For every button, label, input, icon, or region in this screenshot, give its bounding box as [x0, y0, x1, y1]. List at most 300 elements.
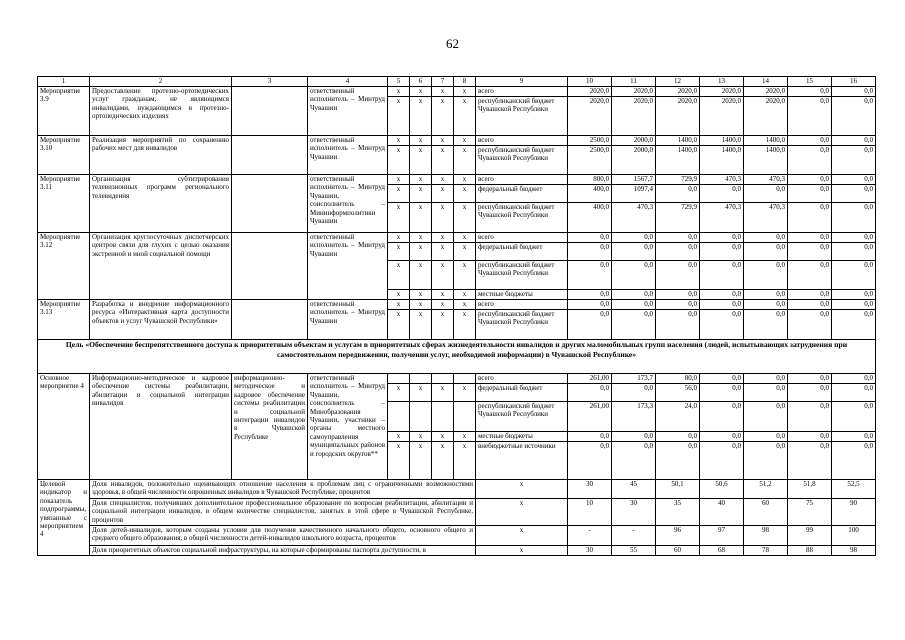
budget-source: всего — [476, 136, 568, 146]
x-mark: x — [410, 243, 432, 261]
budget-source: всего — [476, 233, 568, 243]
value-cell: 470,3 — [744, 203, 788, 233]
x-mark: x — [476, 499, 568, 526]
x-mark: x — [432, 243, 454, 261]
empty-cell — [410, 402, 432, 432]
value-cell: 0,0 — [612, 310, 656, 340]
indicator-value: 100 — [832, 526, 876, 546]
x-mark: x — [388, 146, 410, 175]
indicator-value: 75 — [788, 499, 832, 526]
value-cell: 0,0 — [612, 300, 656, 310]
value-cell: 0,0 — [788, 310, 832, 340]
value-cell: 0,0 — [832, 175, 876, 185]
measure-label: Мероприятие 3.11 — [38, 175, 90, 233]
budget-source: местные бюджеты — [476, 290, 568, 300]
value-cell: 0,0 — [744, 233, 788, 243]
measure-text: Организация круглосуточных диспетчерских центров связи для глухих с целью оказания экстренной и иной социальной помощи — [90, 233, 232, 300]
x-mark: x — [454, 175, 476, 185]
indicator-text: Доля детей-инвалидов, которым созданы условия для получения качественного начального общего, основного общего и среднего общего образования, в общей численности детей-инвалидов школьного возраста, процентов — [90, 526, 476, 546]
value-cell: 0,0 — [788, 432, 832, 442]
value-cell: 56,0 — [656, 384, 700, 402]
empty-cell — [410, 374, 432, 384]
x-mark: x — [454, 432, 476, 442]
x-mark: x — [388, 432, 410, 442]
value-cell: 2020,0 — [568, 87, 612, 97]
x-mark: x — [454, 233, 476, 243]
value-cell: 0,0 — [700, 300, 744, 310]
value-cell: 470,3 — [700, 175, 744, 185]
value-cell: 470,3 — [700, 203, 744, 233]
column-number: 14 — [744, 77, 788, 87]
value-cell: 0,0 — [612, 290, 656, 300]
column-number: 8 — [454, 77, 476, 87]
value-cell: 0,0 — [788, 175, 832, 185]
value-cell: 0,0 — [568, 290, 612, 300]
value-cell: 0,0 — [656, 310, 700, 340]
target-label: Целевой индикатор и показатель подпрограммы, увязанные с мероприятием 4 — [38, 480, 90, 556]
column-number: 3 — [232, 77, 308, 87]
x-mark: x — [432, 97, 454, 136]
x-mark: x — [454, 243, 476, 261]
value-cell: 0,0 — [744, 374, 788, 384]
value-cell: 0,0 — [744, 300, 788, 310]
value-cell: 0,0 — [788, 97, 832, 136]
empty-cell — [388, 402, 410, 432]
value-cell: 0,0 — [700, 402, 744, 432]
executor-text: ответственный исполнитель – Минтруд Чувашии — [308, 300, 388, 340]
x-mark: x — [432, 203, 454, 233]
x-mark: x — [454, 384, 476, 402]
x-mark: x — [410, 87, 432, 97]
value-cell: 0,0 — [656, 185, 700, 203]
value-cell: 0,0 — [700, 374, 744, 384]
indicator-value: 90 — [832, 499, 876, 526]
indicator-value: 55 — [612, 546, 656, 556]
value-cell: 0,0 — [788, 261, 832, 290]
budget-source: федеральный бюджет — [476, 243, 568, 261]
value-cell: 0,0 — [700, 290, 744, 300]
value-cell: 0,0 — [656, 432, 700, 442]
budget-source: республиканский бюджет Чувашской Республики — [476, 261, 568, 290]
column-number: 1 — [38, 77, 90, 87]
indicator-text: Доля специалистов, получивших дополнительное профессиональное образование по вопросам реабилитации, абилитации и социальной интеграции инвалидов, в общем количестве специалистов, занятых в этой сфере в Чувашской Республике, процентов — [90, 499, 476, 526]
x-mark: x — [432, 185, 454, 203]
value-cell: 0,0 — [568, 432, 612, 442]
x-mark: x — [410, 175, 432, 185]
value-cell: 0,0 — [832, 290, 876, 300]
value-cell: 0,0 — [832, 203, 876, 233]
target-row — [38, 526, 876, 546]
x-mark: x — [388, 87, 410, 97]
value-cell: 0,0 — [744, 310, 788, 340]
empty-cell — [388, 374, 410, 384]
value-cell: 0,0 — [832, 374, 876, 384]
value-cell: 0,0 — [612, 432, 656, 442]
value-cell: 0,0 — [832, 310, 876, 340]
budget-source: всего — [476, 175, 568, 185]
table-row — [38, 136, 876, 146]
column-number: 6 — [410, 77, 432, 87]
value-cell: 0,0 — [788, 203, 832, 233]
x-mark: x — [388, 384, 410, 402]
indicator-value: - — [568, 526, 612, 546]
x-mark: x — [410, 97, 432, 136]
executor-text: ответственный исполнитель – Минтруд Чувашии, соисполнитель – Минобразования Чувашии, участники – органы местного самоуправления муниципальных районов и городских округов** — [308, 374, 388, 480]
program-cell — [232, 87, 308, 136]
measure-label: Мероприятие 3.12 — [38, 233, 90, 300]
target-row — [38, 499, 876, 526]
column-number: 12 — [656, 77, 700, 87]
value-cell: 0,0 — [700, 310, 744, 340]
value-cell: 2000,0 — [612, 136, 656, 146]
value-cell: 0,0 — [656, 243, 700, 261]
x-mark: x — [454, 261, 476, 290]
x-mark: x — [454, 442, 476, 480]
header-row — [38, 77, 876, 87]
x-mark: x — [388, 290, 410, 300]
budget-source: республиканский бюджет Чувашской Республики — [476, 97, 568, 136]
executor-text: ответственный исполнитель – Минтруд Чувашии, соисполнитель – Мининформполитики Чувашии — [308, 175, 388, 233]
value-cell: 400,0 — [568, 185, 612, 203]
x-mark: x — [454, 146, 476, 175]
value-cell: 261,00 — [568, 374, 612, 384]
x-mark: x — [410, 442, 432, 480]
indicator-text: Доля инвалидов, положительно оценивающих отношение населения к проблемам лиц с ограниченными возможностями здоровья, в общей численности опрошенных инвалидов в Чувашской Республике, процентов — [90, 480, 476, 499]
indicator-value: 35 — [656, 499, 700, 526]
value-cell: 0,0 — [788, 87, 832, 97]
program-cell — [232, 136, 308, 175]
goal-text: Цель «Обеспечение беспрепятственного доступа к приоритетным объектам и услугам в приоритетных сферах жизнедеятельности инвалидов и других маломобильных групп населения (людей, испытывающих затруднения при самостоятельном передвижении, получении услуг, необходимой информации) в Чувашской Республике» — [38, 340, 876, 374]
value-cell: 0,0 — [788, 136, 832, 146]
table-row — [38, 374, 876, 384]
column-number: 4 — [308, 77, 388, 87]
value-cell: 0,0 — [700, 442, 744, 480]
value-cell: 0,0 — [700, 384, 744, 402]
value-cell: 0,0 — [568, 233, 612, 243]
value-cell: 1400,0 — [656, 146, 700, 175]
value-cell: 0,0 — [568, 310, 612, 340]
value-cell: 0,0 — [744, 261, 788, 290]
value-cell: 0,0 — [832, 136, 876, 146]
indicator-value: 78 — [744, 546, 788, 556]
program-cell — [232, 233, 308, 300]
x-mark: x — [454, 290, 476, 300]
value-cell: 0,0 — [612, 384, 656, 402]
value-cell: 0,0 — [700, 261, 744, 290]
value-cell: 0,0 — [832, 243, 876, 261]
indicator-value: - — [612, 526, 656, 546]
x-mark: x — [432, 146, 454, 175]
budget-source: республиканский бюджет Чувашской Республики — [476, 203, 568, 233]
value-cell: 0,0 — [744, 185, 788, 203]
x-mark: x — [432, 432, 454, 442]
value-cell: 0,0 — [788, 290, 832, 300]
value-cell: 0,0 — [656, 261, 700, 290]
budget-source: республиканский бюджет Чувашской Республики — [476, 402, 568, 432]
value-cell: 0,0 — [612, 233, 656, 243]
budget-table — [37, 76, 876, 556]
x-mark: x — [410, 310, 432, 340]
value-cell: 1097,4 — [612, 185, 656, 203]
value-cell: 0,0 — [744, 243, 788, 261]
measure-text: Предоставление протезно-ортопедических услуг гражданам, не являющимся инвалидами, нуждающимся в протезно-ортопедических изделиях — [90, 87, 232, 136]
value-cell: 0,0 — [568, 442, 612, 480]
indicator-text: Доля приоритетных объектов социальной инфраструктуры, на которые сформированы паспорта доступности, в — [90, 546, 476, 556]
x-mark: x — [454, 300, 476, 310]
x-mark: x — [454, 97, 476, 136]
x-mark: x — [388, 233, 410, 243]
table-body — [38, 77, 876, 556]
value-cell: 0,0 — [788, 402, 832, 432]
x-mark: x — [410, 290, 432, 300]
x-mark: x — [410, 432, 432, 442]
measure-label: Мероприятие 3.13 — [38, 300, 90, 340]
value-cell: 0,0 — [700, 432, 744, 442]
budget-source: местные бюджеты — [476, 432, 568, 442]
budget-source: республиканский бюджет Чувашской Республики — [476, 310, 568, 340]
program-cell — [232, 175, 308, 233]
x-mark: x — [454, 310, 476, 340]
value-cell: 0,0 — [612, 442, 656, 480]
indicator-value: 50,6 — [700, 480, 744, 499]
x-mark: x — [388, 261, 410, 290]
table-row — [38, 87, 876, 97]
x-mark: x — [410, 261, 432, 290]
budget-source: внебюджетные источники — [476, 442, 568, 480]
x-mark: x — [388, 175, 410, 185]
column-number: 13 — [700, 77, 744, 87]
indicator-value: 30 — [568, 546, 612, 556]
column-number: 2 — [90, 77, 232, 87]
budget-source: федеральный бюджет — [476, 185, 568, 203]
table-row — [38, 300, 876, 310]
x-mark: x — [410, 136, 432, 146]
x-mark: x — [476, 546, 568, 556]
value-cell: 0,0 — [612, 243, 656, 261]
x-mark: x — [410, 300, 432, 310]
indicator-value: 51,8 — [788, 480, 832, 499]
x-mark: x — [454, 203, 476, 233]
value-cell: 0,0 — [744, 432, 788, 442]
value-cell: 2020,0 — [612, 87, 656, 97]
value-cell: 0,0 — [788, 185, 832, 203]
x-mark: x — [410, 384, 432, 402]
measure-label: Основное мероприятие 4 — [38, 374, 90, 480]
executor-text: ответственный исполнитель – Минтруд Чувашии — [308, 136, 388, 175]
value-cell: 1400,0 — [744, 136, 788, 146]
value-cell: 0,0 — [568, 261, 612, 290]
value-cell: 0,0 — [568, 384, 612, 402]
budget-source: всего — [476, 374, 568, 384]
indicator-value: 52,5 — [832, 480, 876, 499]
empty-cell — [454, 402, 476, 432]
value-cell: 470,3 — [744, 175, 788, 185]
value-cell: 729,9 — [656, 203, 700, 233]
column-number: 16 — [832, 77, 876, 87]
empty-cell — [432, 402, 454, 432]
indicator-value: 68 — [700, 546, 744, 556]
x-mark: x — [388, 243, 410, 261]
value-cell: 261,00 — [568, 402, 612, 432]
executor-text: ответственный исполнитель – Минтруд Чувашии — [308, 233, 388, 300]
value-cell: 0,0 — [832, 146, 876, 175]
column-number: 10 — [568, 77, 612, 87]
x-mark: x — [410, 146, 432, 175]
indicator-value: 40 — [700, 499, 744, 526]
target-row — [38, 546, 876, 556]
x-mark: x — [388, 136, 410, 146]
indicator-value: 10 — [568, 499, 612, 526]
x-mark: x — [388, 442, 410, 480]
x-mark: x — [476, 526, 568, 546]
indicator-value: 88 — [788, 546, 832, 556]
value-cell: 2000,0 — [612, 146, 656, 175]
value-cell: 0,0 — [832, 97, 876, 136]
value-cell: 0,0 — [656, 442, 700, 480]
value-cell: 0,0 — [700, 185, 744, 203]
x-mark: x — [410, 203, 432, 233]
indicator-value: 60 — [744, 499, 788, 526]
indicator-value: 45 — [612, 480, 656, 499]
column-number: 9 — [476, 77, 568, 87]
value-cell: 0,0 — [832, 233, 876, 243]
x-mark: x — [432, 310, 454, 340]
budget-source: федеральный бюджет — [476, 384, 568, 402]
value-cell: 2020,0 — [700, 97, 744, 136]
x-mark: x — [454, 87, 476, 97]
indicator-value: 97 — [700, 526, 744, 546]
x-mark: x — [388, 203, 410, 233]
value-cell: 1567,7 — [612, 175, 656, 185]
x-mark: x — [432, 261, 454, 290]
target-row — [38, 480, 876, 499]
table-row — [38, 175, 876, 185]
value-cell: 0,0 — [832, 384, 876, 402]
value-cell: 2020,0 — [744, 97, 788, 136]
value-cell: 0,0 — [832, 185, 876, 203]
measure-text: Организация субтитрирования телевизионных программ регионального телевидения — [90, 175, 232, 233]
value-cell: 173,3 — [612, 402, 656, 432]
x-mark: x — [432, 136, 454, 146]
x-mark: x — [388, 300, 410, 310]
program-cell: информационно-методическое и кадровое обеспечение системы реабилитации и социальной интеграции инвалидов в Чувашской Республике — [232, 374, 308, 480]
x-mark: x — [432, 233, 454, 243]
value-cell: 0,0 — [612, 261, 656, 290]
value-cell: 0,0 — [700, 243, 744, 261]
value-cell: 173,7 — [612, 374, 656, 384]
value-cell: 1400,0 — [656, 136, 700, 146]
x-mark: x — [432, 175, 454, 185]
measure-text: Реализация мероприятий по сохранению рабочих мест для инвалидов — [90, 136, 232, 175]
value-cell: 0,0 — [832, 442, 876, 480]
indicator-value: 99 — [788, 526, 832, 546]
value-cell: 2020,0 — [568, 97, 612, 136]
x-mark: x — [388, 310, 410, 340]
value-cell: 0,0 — [788, 243, 832, 261]
value-cell: 0,0 — [744, 290, 788, 300]
value-cell: 0,0 — [788, 300, 832, 310]
page-number: 62 — [446, 36, 459, 51]
value-cell: 800,0 — [568, 175, 612, 185]
indicator-value: 96 — [656, 526, 700, 546]
value-cell: 0,0 — [744, 402, 788, 432]
value-cell: 1400,0 — [700, 146, 744, 175]
value-cell: 0,0 — [788, 384, 832, 402]
x-mark: x — [432, 87, 454, 97]
value-cell: 0,0 — [656, 290, 700, 300]
value-cell: 2020,0 — [700, 87, 744, 97]
indicator-value: 30 — [612, 499, 656, 526]
value-cell: 0,0 — [700, 233, 744, 243]
value-cell: 0,0 — [832, 432, 876, 442]
budget-source: республиканский бюджет Чувашской Республики — [476, 146, 568, 175]
value-cell: 0,0 — [656, 233, 700, 243]
program-cell — [232, 300, 308, 340]
x-mark: x — [410, 185, 432, 203]
value-cell: 0,0 — [832, 261, 876, 290]
x-mark: x — [432, 384, 454, 402]
x-mark: x — [388, 185, 410, 203]
value-cell: 0,0 — [788, 233, 832, 243]
value-cell: 0,0 — [744, 384, 788, 402]
value-cell: 470,3 — [612, 203, 656, 233]
x-mark: x — [476, 480, 568, 499]
x-mark: x — [432, 290, 454, 300]
x-mark: x — [454, 136, 476, 146]
value-cell: 24,0 — [656, 402, 700, 432]
x-mark: x — [432, 300, 454, 310]
column-number: 15 — [788, 77, 832, 87]
x-mark: x — [410, 233, 432, 243]
value-cell: 0,0 — [656, 300, 700, 310]
budget-source: всего — [476, 87, 568, 97]
value-cell: 729,9 — [656, 175, 700, 185]
value-cell: 0,0 — [744, 442, 788, 480]
measure-text: Информационно-методическое и кадровое обеспечение системы реабилитации, абилитации и социальной интеграции инвалидов — [90, 374, 232, 480]
indicator-value: 30 — [568, 480, 612, 499]
executor-text: ответственный исполнитель – Минтруд Чувашии — [308, 87, 388, 136]
empty-cell — [432, 374, 454, 384]
value-cell: 2020,0 — [656, 97, 700, 136]
x-mark: x — [432, 442, 454, 480]
value-cell: 2020,0 — [744, 87, 788, 97]
measure-label: Мероприятие 3.10 — [38, 136, 90, 175]
table-row — [38, 233, 876, 243]
empty-cell — [454, 374, 476, 384]
x-mark: x — [454, 185, 476, 203]
value-cell: 0,0 — [788, 146, 832, 175]
measure-label: Мероприятие 3.9 — [38, 87, 90, 136]
value-cell: 0,0 — [568, 300, 612, 310]
indicator-value: 98 — [744, 526, 788, 546]
indicator-value: 98 — [832, 546, 876, 556]
value-cell: 80,0 — [656, 374, 700, 384]
budget-source: всего — [476, 300, 568, 310]
value-cell: 2020,0 — [612, 97, 656, 136]
goal-row — [38, 340, 876, 374]
value-cell: 1400,0 — [744, 146, 788, 175]
column-number: 5 — [388, 77, 410, 87]
indicator-value: 60 — [656, 546, 700, 556]
column-number: 11 — [612, 77, 656, 87]
indicator-value: 51,2 — [744, 480, 788, 499]
value-cell: 0,0 — [788, 442, 832, 480]
value-cell: 0,0 — [832, 300, 876, 310]
value-cell: 1400,0 — [700, 136, 744, 146]
value-cell: 400,0 — [568, 203, 612, 233]
value-cell: 0,0 — [832, 87, 876, 97]
value-cell: 2500,0 — [568, 136, 612, 146]
